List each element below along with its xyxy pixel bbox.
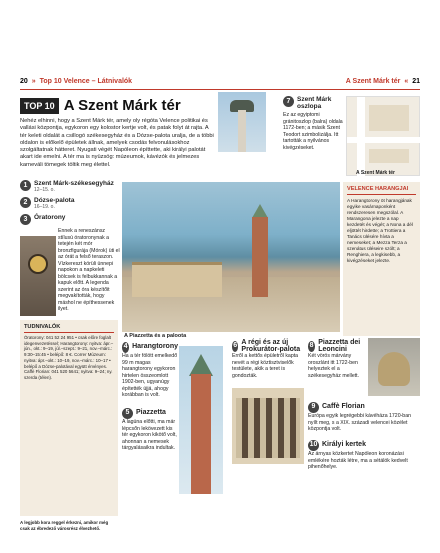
item-ref: 16–19. o.: [34, 204, 55, 210]
map-caption: A Szent Márk tér: [356, 170, 395, 176]
header-divider: [20, 89, 420, 90]
item-title: Szent Márk-székesegyház: [34, 180, 114, 187]
item-title: Piazzetta dei Leoncini: [318, 339, 361, 353]
number-badge: 2: [20, 197, 31, 208]
number-badge: 7: [283, 96, 294, 107]
intro-text: Nehéz elhinni, hogy a Szent Márk tér, amely oly régóta Velence politikai és vallási központja, egykoron egy kolostor kertje volt, és patak folyt át rajta. A tér keleti oldalát a csillogó székesegyház és a Dózse-palota uralja, de a többi oldalon is előkelő épületek állnak, amelyek csodás felvonulásokhoz szolgáltatnak hátteret. Nyugati végét Napóleon építtette, aki királyi palotát akart ide emelni. A tér ma is nyüzsög: múzeumok, kávézók és jelmezes karneváli tömegek töltik meg élettel.: [20, 118, 214, 168]
info-box: [20, 320, 118, 516]
number-badge: 10: [308, 440, 319, 451]
column-item-body: Ez az egyiptomi gránitoszlop (balra) oldala 1172-ben; a másik Szent Teodort szimbolizálja. Itt tartották a nyilvános kivégzéseket.: [283, 112, 343, 151]
number-badge: 4: [122, 342, 129, 353]
page-title-block: [20, 97, 181, 114]
number-badge: 9: [308, 402, 319, 413]
item-body: Ha a tér fölött emelkedő 99 m magas harangtorony egykoron hirtelen összeomlott 1902-ben, ugyanúgy építették újjá, ahogy korábban is volt.: [122, 353, 178, 398]
item-body: Két vörös márvány oroszlánt itt 1722-ben helyeztek el a székesegyház mellett.: [308, 353, 360, 379]
info-body: Óratorony: 041 52 24 951 • csak előre foglalt idegenvezetéssel; Harangtorony: nyitva: ápr.–jún., okt.: 9–19, júl.–szept.: 9–21, nov.–márc.: 9:30–15:45 • belépő: 8 €. Correr Múzeum: nyitva: ápr.–okt.: 10–19, nov.–márc.: 10–17 • belépő a Dózse-palotával együtt érvényes. Caffè Florian: 041 520 5641; nyitva: 9–24; ny. szerda (télen).: [24, 335, 114, 380]
list-item: [20, 214, 120, 225]
list-item: [20, 197, 120, 210]
campanile-photo: [179, 346, 223, 494]
list-item: [232, 340, 304, 379]
item-title: Dózse-palota: [34, 197, 75, 204]
header-left: [20, 78, 132, 88]
list-item: [122, 342, 178, 399]
info-title: TUDNIVALÓK: [24, 324, 114, 333]
clock-face-shape: [28, 254, 48, 274]
procuratie-photo: [232, 388, 304, 464]
lion-photo: [368, 338, 420, 396]
number-badge: 6: [232, 341, 238, 352]
bells-sidebar: [343, 182, 420, 336]
item-ref: 12–15. o.: [34, 187, 55, 193]
photo-caption: A Piazzetta és a paloota: [124, 333, 187, 339]
clock-tower-text: Ennek a reneszánsz stílusú óratoronynak a tetején két mór bronzfigurája (Mórok) üti el az órát a felső teraszon. Vízkereszt körüli ünnepi napokon a napkeleti bölcsek is felbukkannak a kapuk előtt. A legenda szerint az óra készítőit megvakították, hogy máshol ne építhessenek ilyet.: [58, 228, 120, 312]
left-item-list: [20, 180, 120, 229]
number-badge: 8: [308, 341, 315, 352]
location-map: [346, 96, 420, 176]
header-separator-left: »: [31, 78, 36, 85]
column-shaft-shape: [238, 110, 246, 152]
page-title: A Szent Márk tér: [63, 97, 181, 114]
item-title: Piazzetta: [136, 409, 166, 417]
item-title: A régi és az új Prokurátor-palota: [241, 339, 301, 353]
list-item: [122, 408, 178, 452]
column-item: [283, 96, 343, 151]
bells-title: VELENCE HARANGJAI: [347, 186, 416, 195]
list-item: [308, 402, 420, 433]
column-item-title: Szent Márk oszlopa: [297, 96, 332, 110]
item-title: Harangtorony: [132, 343, 178, 351]
clock-tower-photo: [20, 236, 56, 316]
bells-body: A Harangtorony öt harangjának egyike vasárnaponként rendszeresen megszólal. A Marangona jelezte a nap kezdetét és végét; a Nona a dél eljöttét hirdette; a Trottiera a Tanács ülésére hívta a nemeseket; a Mezza Terza a szenátus üléseire szólt; a Renghiera, a legkisebb, a kivégzéseket jelezte.: [347, 198, 413, 263]
item-title: Óratorony: [34, 214, 66, 221]
item-title: Caffè Florian: [322, 403, 365, 411]
list-item: [308, 440, 420, 471]
item-body: Az árnyas közkertet Napóleon koronázási emlékére hozták létre, ma a sétálók kedvelt pihenőhelye.: [308, 451, 408, 470]
page-number-left: 20: [20, 78, 28, 85]
number-badge: 3: [20, 214, 31, 225]
list-item: [20, 180, 120, 193]
header-page-title: A Szent Márk tér: [345, 78, 401, 85]
header-separator-right: «: [404, 78, 409, 85]
number-badge: 5: [122, 408, 133, 419]
header-right: [346, 78, 420, 88]
column-photo: [218, 92, 266, 152]
list-item: [308, 340, 366, 379]
top10-badge: TOP 10: [20, 98, 59, 114]
item-body: Erről a kettős épületről kapta nevét a régi köztisztviselők testülete, akik a teret is gondozták.: [232, 353, 299, 379]
item-title: Királyi kertek: [322, 441, 366, 449]
tip-note: A legjobb kora reggel érkezni, amikor még csak az ébredező városrész élvezhető.: [20, 520, 109, 531]
page-number-right: 21: [412, 78, 420, 85]
item-body: Európa egyik legrégebbi kávéháza 1720-ban nyílt meg, s a XIX. századi velencei közélet központja volt.: [308, 413, 411, 432]
number-badge: 1: [20, 180, 31, 191]
item-body: A lagúna előtti, ma már lépcsőn lekövezett kis tér egykoron kikötő volt, ahonnan a nemesek tárgyalásaikra indultak.: [122, 419, 177, 451]
palace-shape: [132, 262, 222, 297]
piazzetta-photo: [122, 182, 340, 332]
header-section-title: Top 10 Velence – Látnivalók: [39, 78, 133, 85]
campanile-shape: [252, 217, 268, 297]
